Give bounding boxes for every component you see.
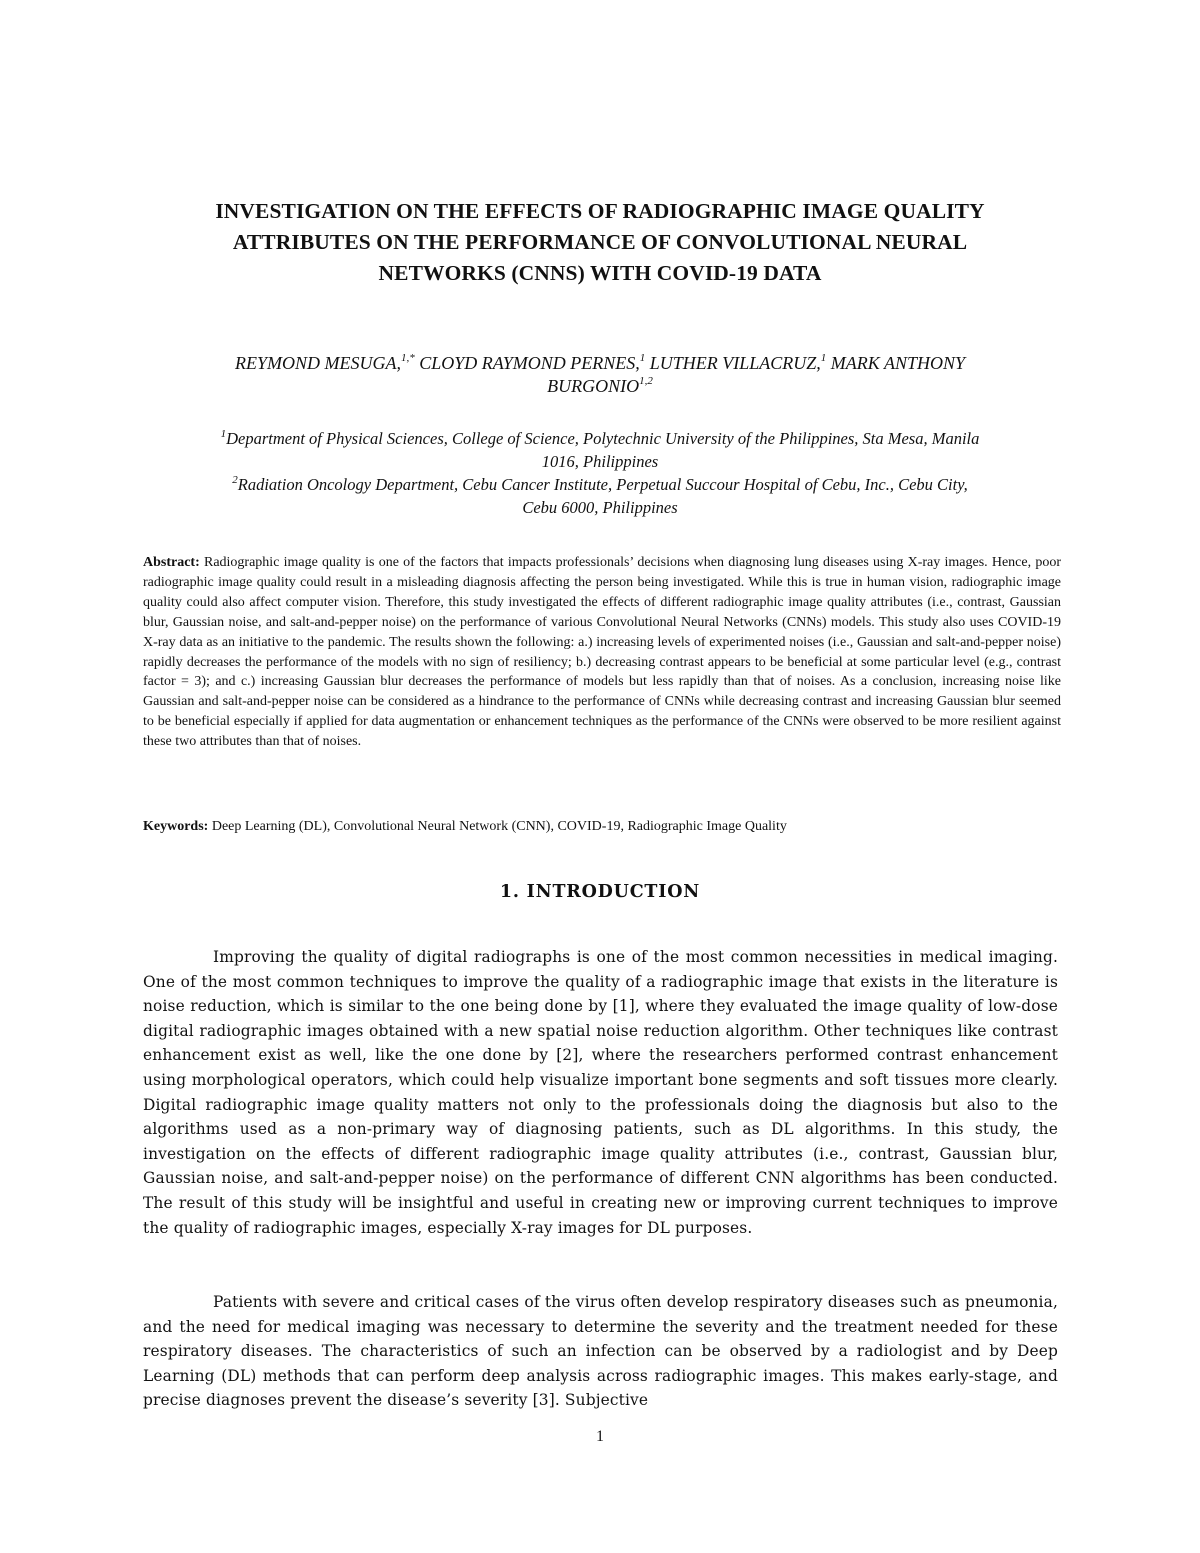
- author-name: MARK ANTHONY: [826, 353, 965, 373]
- author-line: [130, 375, 1070, 398]
- author-name: CLOYD RAYMOND PERNES,: [414, 353, 640, 373]
- author-superscript: 1: [639, 352, 646, 364]
- author-superscript: 1,2: [639, 375, 653, 387]
- body-paragraph: [143, 945, 1058, 1240]
- author-line: [130, 352, 1070, 375]
- affiliation-superscript: 1: [220, 427, 227, 440]
- author-name: REYMOND MESUGA,: [235, 353, 401, 373]
- affiliation-line: 1016, Philippines: [541, 452, 659, 471]
- paragraph-text: Improving the quality of digital radiographs is one of the most common necessities in medical imaging. One of the most common techniques to improve the quality of a radiographic image that exists in the literature is noise reduction, which is similar to the one being done by [1], where they evaluated the image quality of low-dose digital radiographic images obtained with a new spatial noise reduction algorithm. Other techniques like contrast enhancement exist as well, like the one done by [2], where the researchers performed contrast enhancement using morphological operators, which could help visualize important bone segments and soft tissues more clearly. Digital radiographic image quality matters not only to the professionals doing the diagnosis but also to the algorithms used as a non-primary way of diagnosing patients, such as DL algorithms. In this study, the investigation on the effects of different radiographic image quality attributes (i.e., contrast, Gaussian blur, Gaussian noise, and salt-and-pepper noise) on the performance of different CNN algorithms has been conducted. The result of this study will be insightful and useful in creating new or improving current techniques to improve the quality of radiographic images, especially X-ray images for DL purposes.: [143, 948, 1058, 1237]
- title-line: ATTRIBUTES ON THE PERFORMANCE OF CONVOLUTIONAL NEURAL: [232, 230, 968, 254]
- section-heading: 1. INTRODUCTION: [499, 882, 701, 902]
- affiliation-line: Cebu 6000, Philippines: [522, 498, 678, 517]
- keywords-label: Keywords:: [143, 819, 209, 834]
- paper-title: [130, 196, 1070, 289]
- author-superscript: 1: [820, 352, 827, 364]
- keywords-text: Deep Learning (DL), Convolutional Neural Network (CNN), COVID-19, Radiographic Image Quality: [208, 819, 787, 834]
- abstract: [143, 553, 1061, 752]
- author-name: BURGONIO: [547, 376, 640, 396]
- page-number: 1: [596, 1428, 604, 1445]
- title-line: INVESTIGATION ON THE EFFECTS OF RADIOGRAPHIC IMAGE QUALITY: [215, 199, 985, 223]
- keywords: [143, 817, 1061, 837]
- affiliation-line: [130, 473, 1070, 496]
- author-list: [130, 352, 1070, 398]
- affiliation-superscript: 2: [232, 473, 238, 486]
- affiliations: [130, 427, 1070, 519]
- affiliation-line: [130, 427, 1070, 450]
- author-superscript: 1,*: [400, 352, 415, 364]
- affiliation-text: Department of Physical Sciences, College of Science, Polytechnic University of the Philippines, Sta Mesa, Manila: [226, 429, 980, 448]
- body-paragraph: [143, 1290, 1058, 1413]
- title-line: NETWORKS (CNNS) WITH COVID-19 DATA: [378, 261, 822, 285]
- paragraph-text: Patients with severe and critical cases of the virus often develop respiratory diseases such as pneumonia, and the need for medical imaging was necessary to determine the severity and the treatment needed for these respiratory diseases. The characteristics of such an infection can be observed by a radiologist and by Deep Learning (DL) methods that can perform deep analysis across radiographic images. This makes early-stage, and precise diagnoses prevent the disease’s severity [3]. Subjective: [143, 1293, 1058, 1410]
- author-name: LUTHER VILLACRUZ,: [645, 353, 821, 373]
- affiliation-text: Radiation Oncology Department, Cebu Cancer Institute, Perpetual Succour Hospital of Cebu, Inc., Cebu City,: [237, 475, 968, 494]
- abstract-label: Abstract:: [143, 555, 200, 570]
- abstract-text: Radiographic image quality is one of the factors that impacts professionals’ decisions when diagnosing lung diseases using X-ray images. Hence, poor radiographic image quality could result in a misleading diagnosis affecting the person being investigated. While this is true in human vision, radiographic image quality could also affect computer vision. Therefore, this study investigated the effects of different radiographic image quality attributes (i.e., contrast, Gaussian blur, Gaussian noise, and salt-and-pepper noise) on the performance of various Convolutional Neural Networks (CNNs) models. This study also uses COVID-19 X-ray data as an initiative to the pandemic. The results shown the following: a.) increasing levels of experimented noises (i.e., Gaussian and salt-and-pepper noise) rapidly decreases the performance of the models with no sign of resiliency; b.) decreasing contrast appears to be beneficial at some particular level (e.g., contrast factor = 3); and c.) increasing Gaussian blur decreases the performance of models but less rapidly than that of noises. As a conclusion, increasing noise like Gaussian and salt-and-pepper noise can be considered as a hindrance to the performance of CNNs while decreasing contrast and increasing Gaussian blur seemed to be beneficial especially if applied for data augmentation or enhancement techniques as the performance of the CNNs were observed to be more resilient against these two attributes than that of noises.: [143, 555, 1061, 750]
